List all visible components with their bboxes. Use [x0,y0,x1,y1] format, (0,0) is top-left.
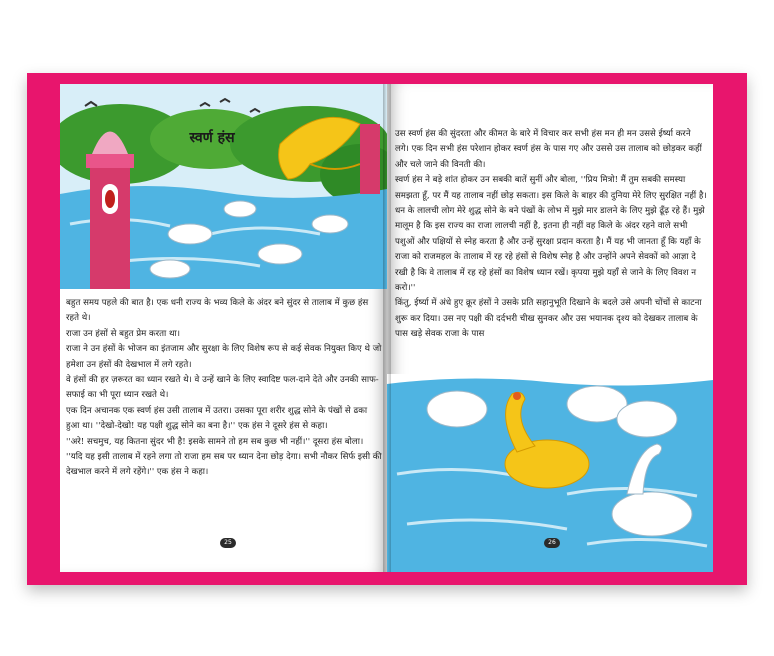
paragraph: एक दिन अचानक एक स्वर्ण हंस उसी तालाब में उतरा। उसका पूरा शरीर शुद्ध सोने के पंखों से ढका हुआ था। ''देखो-देखो! यह पक्षी शुद्ध सोने का बना है।'' एक हंस ने दूसरे हंस से कहा। [66,405,368,432]
paragraph: बहुत समय पहले की बात है। एक धनी राज्य के भव्य किले के अंदर बने सुंदर से तालाब में कुछ हंस रहते थे। [66,298,369,324]
paragraph: ''अरे! सचमुच, यह कितना सुंदर भी है! इसके सामने तो हम सब कुछ भी नहीं।'' दूसरा हंस बोला। [66,436,364,447]
paragraph: राजा उन हंसों से बहुत प्रेम करता था। [66,328,180,339]
story-title: स्वर्ण हंस [189,130,235,146]
left-page-text [66,296,382,481]
paragraph: राजा ने उन हंसों के भोजन का इंतजाम और सुरक्षा के लिए विशेष रूप से कई सेवक नियुक्त किए थे जो हमेशा उन हंसों की देखभाल में लगे रहते। [66,344,382,370]
paragraph: स्वर्ण हंस ने बड़े शांत होकर उन सबकी बातें सुनीं और बोला, ''प्रिय मित्रो! मैं तुम सबकी समस्या समझता हूँ, पर मैं यह तालाब नहीं छोड़ सकता। इस किले के बाहर की दुनिया मेरे लिए सुरक्षित नहीं है। धन के लालची लोग मेरे शुद्ध सोने के बने पंखों के लोभ में मुझे मार डालने के लिए मुझे ढूँढ़ रहे हैं। मुझे मालूम है कि इस राज्य का राजा लालची नहीं है, इतना ही नहीं वह किले के अंदर रहने वाले सभी पशुओं और पक्षियों से स्नेह करता है और उन्हें सुरक्षा प्रदान करता है। मैं यह भी जानता हूँ कि यहाँ के राजा को राजमहल के तालाब में रह रहे हंसों से विशेष स्नेह है और उन्होंने अपने सेवकों को आज्ञा दे रखी है कि वे तालाब में रह रहे हंसों का विशेष ध्यान रखें। कृपया मुझे यहाँ से जाने के लिए विवश न करो।'' [395,175,707,294]
paragraph: किंतु, ईर्ष्या में अंधे हुए क्रूर हंसों ने उसके प्रति सहानुभूति दिखाने के बदले उसे अपनी चोंचों से काटना शुरू कर दिया। उस नए पक्षी की दर्दभरी चीख सुनकर और उस भयानक दृश्य को देखकर तालाब के पास खड़े सेवक राजा के पास [395,298,702,340]
paragraph: ''यदि यह इसी तालाब में रहने लगा तो राजा हम सब पर ध्यान देना छोड़ देगा। सभी नौकर सिर्फ इसी की देखभाल करने में लगे रहेंगे।'' एक हंस ने कहा। [66,452,382,478]
pond-illustration [60,84,387,289]
page-number: 25 [220,538,236,548]
right-page [387,84,713,572]
paragraph: उस स्वर्ण हंस की सुंदरता और कीमत के बारे में विचार कर सभी हंस मन ही मन उससे ईर्ष्या करने लगे। एक दिन सभी हंस परेशान होकर स्वर्ण हंस के पास गए और उससे उस तालाब को छोड़कर कहीं और चले जाने की विनती की। [395,129,702,170]
paragraph: वे हंसों की हर ज़रूरत का ध्यान रखते थे। वे उन्हें खाने के लिए स्वादिष्ट फल-दाने देते और उनकी साफ-सफाई का भी पूरा ध्यान रखते थे। [66,375,379,401]
right-page-text [395,127,707,343]
page-number: 26 [544,538,560,548]
book-spine [383,84,391,572]
left-page [60,84,387,572]
